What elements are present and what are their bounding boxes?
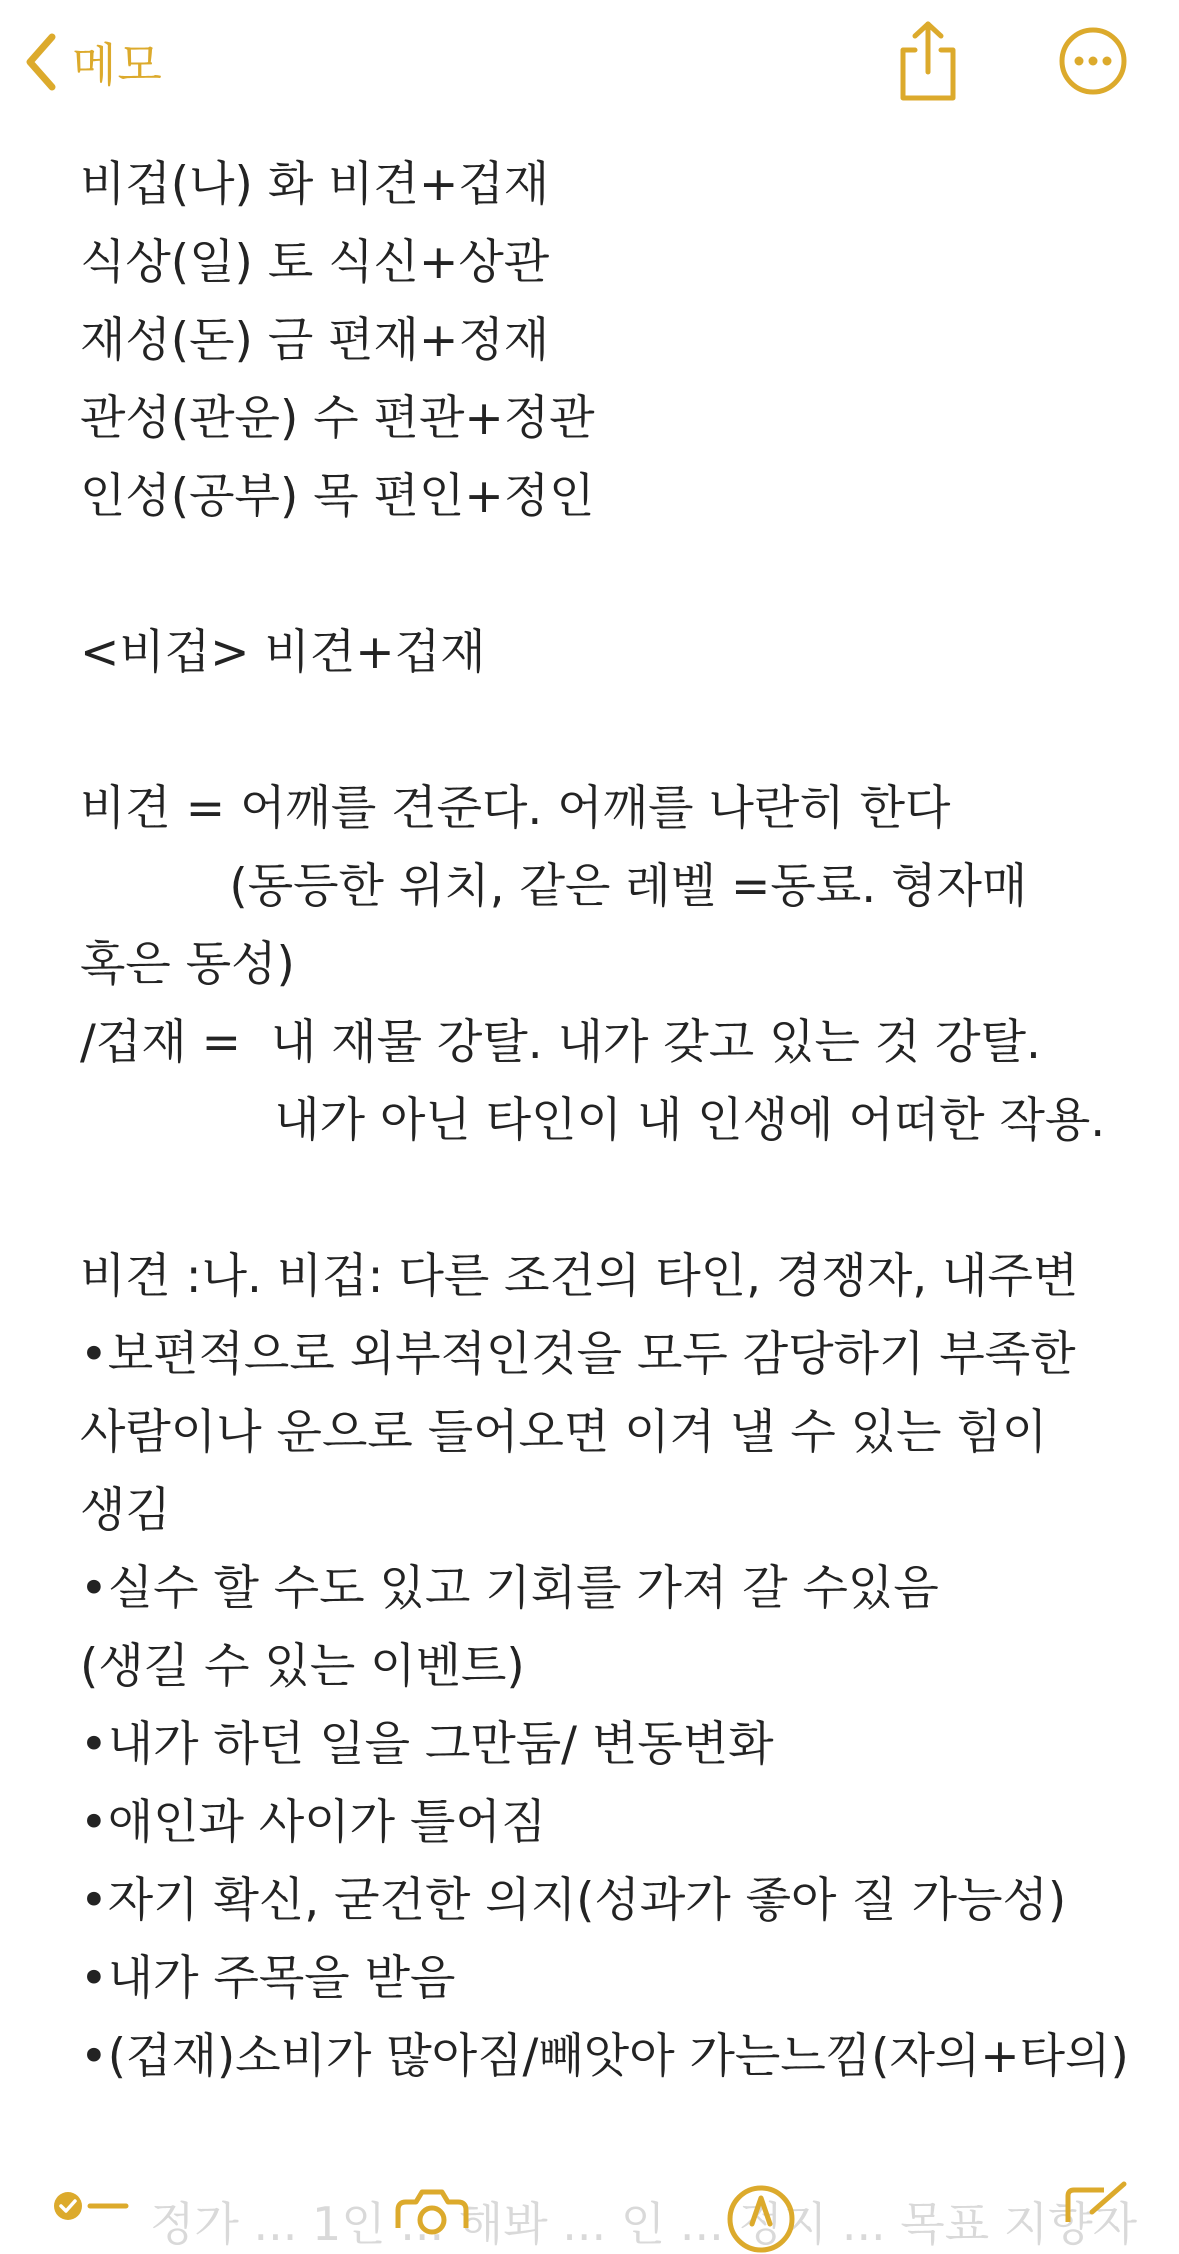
note-line bbox=[80, 1160, 1120, 1238]
note-line: •(겁재)소비가 많아짐/빼앗아 가는느낌(자의+타의) bbox=[80, 2029, 1129, 2084]
note-line: •내가 주목을 받음 bbox=[80, 1951, 456, 2006]
note-line: /겁재 = 내 재물 강탈. 내가 갖고 있는 것 강탈. bbox=[80, 1015, 1041, 1070]
markup-pen-icon bbox=[726, 2184, 796, 2224]
checklist-icon bbox=[52, 2190, 132, 2230]
note-line: 비견 :나. 비겁: 다른 조건의 타인, 경쟁자, 내주변 bbox=[80, 1249, 1079, 1304]
note-line: 관성(관운) 수 편관+정관 bbox=[80, 391, 595, 446]
camera-button[interactable] bbox=[392, 2188, 472, 2232]
share-button[interactable] bbox=[893, 20, 963, 102]
note-line: •실수 할 수도 있고 기회를 가져 갈 수있음 bbox=[80, 1561, 939, 1616]
note-line: 재성(돈) 금 편재+정재 bbox=[80, 313, 550, 368]
camera-icon bbox=[392, 2188, 472, 2228]
ellipsis-circle-icon bbox=[1058, 26, 1128, 96]
note-line bbox=[80, 692, 1120, 770]
more-options-button[interactable] bbox=[1058, 26, 1128, 96]
note-body[interactable] bbox=[80, 146, 1129, 2096]
navigation-bar bbox=[0, 0, 1179, 130]
note-line: <비겁> 비견+겁재 bbox=[80, 625, 486, 680]
back-button-label: 메모 bbox=[72, 38, 163, 92]
note-line bbox=[80, 536, 1120, 614]
chevron-left-icon bbox=[22, 31, 58, 93]
note-line: 식상(일) 토 식신+상관 bbox=[80, 235, 550, 290]
checklist-button[interactable] bbox=[52, 2190, 132, 2234]
note-line: 사람이나 운으로 들어오면 이겨 낼 수 있는 힘이 bbox=[80, 1405, 1048, 1460]
note-line: 비겁(나) 화 비견+겁재 bbox=[80, 157, 550, 212]
compose-icon bbox=[1064, 2182, 1134, 2222]
note-line: •자기 확신, 굳건한 의지(성과가 좋아 질 가능성) bbox=[80, 1873, 1067, 1928]
note-line: 혹은 동성) bbox=[80, 937, 295, 992]
note-line: 인성(공부) 목 편인+정인 bbox=[80, 469, 595, 524]
bottom-toolbar bbox=[0, 2160, 1179, 2251]
note-line: 비견 = 어깨를 견준다. 어깨를 나란히 한다 bbox=[80, 781, 951, 836]
share-icon bbox=[893, 20, 963, 102]
toolbar-ghost-text: 정가 ... 1인 ... 해봐 ... 인 ... 정지 ... 목표 지향자 bbox=[150, 2197, 1138, 2251]
note-line: •애인과 사이가 틀어짐 bbox=[80, 1795, 547, 1850]
back-button[interactable] bbox=[22, 22, 163, 102]
note-line: 생김 bbox=[80, 1483, 171, 1538]
note-line: •내가 하던 일을 그만둠/ 변동변화 bbox=[80, 1717, 774, 1772]
note-line: (동등한 위치, 같은 레벨 =동료. 형자매 bbox=[80, 859, 1028, 914]
note-line: (생길 수 있는 이벤트) bbox=[80, 1639, 525, 1694]
note-line: •보편적으로 외부적인것을 모두 감당하기 부족한 bbox=[80, 1327, 1076, 1382]
markup-button[interactable] bbox=[726, 2184, 796, 2228]
note-line: 내가 아닌 타인이 내 인생에 어떠한 작용. bbox=[80, 1093, 1106, 1148]
compose-button[interactable] bbox=[1064, 2182, 1134, 2226]
